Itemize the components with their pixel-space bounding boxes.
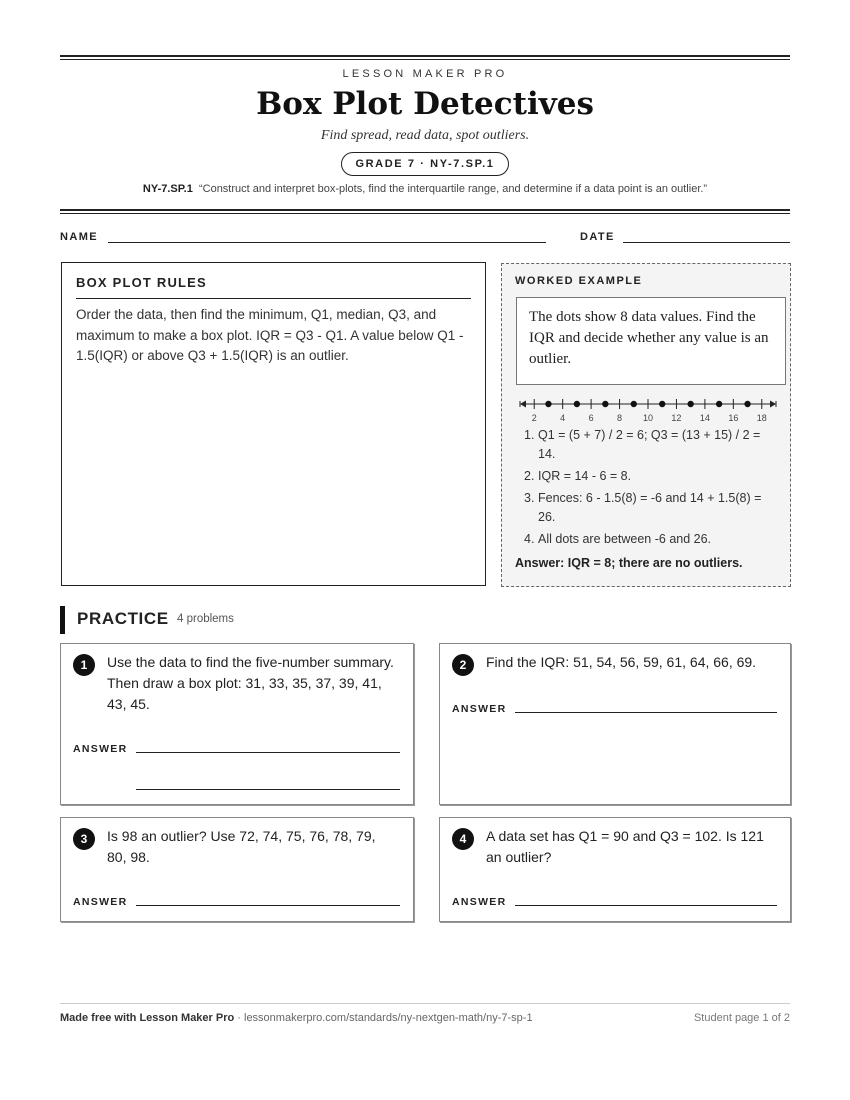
step-item [520, 467, 780, 486]
left-arrow-icon [520, 401, 526, 408]
page-subtitle: Find spread, read data, spot outliers. [320, 128, 530, 143]
problem-card-1 [60, 643, 414, 805]
answer-label: ANSWER [73, 743, 128, 755]
step-text: Q1 = (5 + 7) / 2 = 6; Q3 = (13 + 15) / 2 = 14. [538, 428, 761, 461]
step-number: 2. [524, 469, 535, 483]
data-dot [602, 401, 608, 407]
header-bottom-rule-thin [60, 213, 790, 214]
right-arrow-icon [770, 401, 776, 408]
answer-line[interactable] [515, 712, 777, 713]
footer-url[interactable]: · lessonmakerpro.com/standards/ny-nextgen-math/ny-7-sp-1 [234, 1012, 533, 1024]
answer-line[interactable] [515, 905, 777, 906]
problem-card-2 [439, 643, 791, 805]
answer-line[interactable] [136, 905, 400, 906]
answer-label: ANSWER [452, 896, 507, 908]
rules-box [61, 262, 486, 586]
problem-text: Is 98 an outlier? Use 72, 74, 75, 76, 78, 79, 80, 98. [107, 828, 376, 865]
standard-text: “Construct and interpret box-plots, find the interquartile range, and determine if a data point is an outlier.” [198, 183, 708, 195]
problem-text: Find the IQR: 51, 54, 56, 59, 61, 64, 66, 69. [486, 654, 757, 670]
step-text: Fences: 6 - 1.5(8) = -6 and 14 + 1.5(8) = 26. [538, 491, 762, 524]
header-top-rule-thin [60, 59, 790, 60]
practice-accent-bar [60, 606, 65, 634]
problem-number-badge: 3 [73, 828, 95, 850]
page-title: Box Plot Detectives [256, 86, 594, 122]
practice-title: PRACTICE [77, 609, 169, 628]
footer-credit [60, 1012, 533, 1024]
worked-example-prompt: The dots show 8 data values. Find the IQR and decide whether any value is an outlier. [516, 297, 786, 385]
problem-number-badge: 2 [452, 654, 474, 676]
number-line-tick-label: 14 [699, 413, 710, 423]
date-field[interactable] [623, 242, 790, 243]
problem-number-badge: 1 [73, 654, 95, 676]
rules-divider [76, 298, 471, 299]
rules-title: BOX PLOT RULES [76, 275, 207, 290]
answer-line-1[interactable] [136, 752, 400, 753]
header-top-rule [60, 55, 790, 57]
brand-name: LESSON MAKER PRO [342, 68, 508, 80]
data-dot [545, 401, 551, 407]
problem-text: Use the data to find the five-number summary. Then draw a box plot: 31, 33, 35, 37, 39, 41, 43, 45. [107, 654, 394, 712]
footer-page-number: Student page 1 of 2 [693, 1012, 790, 1024]
worked-example-title: WORKED EXAMPLE [515, 275, 643, 287]
data-dot [716, 401, 722, 407]
number-line-dot-plot [514, 392, 782, 428]
number-line-tick-label: 2 [531, 413, 537, 423]
practice-count: 4 problems [177, 613, 234, 625]
number-line-tick-label: 6 [588, 413, 594, 423]
step-number: 4. [524, 532, 535, 546]
number-line-tick-label: 4 [560, 413, 566, 423]
data-dot [687, 401, 693, 407]
problem-text: A data set has Q1 = 90 and Q3 = 102. Is 121 an outlier? [486, 828, 764, 865]
worked-example-box [501, 263, 791, 587]
step-item [520, 426, 780, 464]
number-line-tick-label: 16 [728, 413, 739, 423]
answer-label: ANSWER [452, 703, 507, 715]
name-label: NAME [60, 231, 98, 243]
date-label: DATE [580, 231, 615, 243]
number-line-tick-label: 8 [617, 413, 623, 423]
standard-code: NY-7.SP.1 [142, 183, 193, 195]
standard-description [0, 183, 850, 195]
step-item [520, 489, 780, 527]
data-dot [574, 401, 580, 407]
rules-text: Order the data, then find the minimum, Q1, median, Q3, and maximum to make a box plot. IQR = Q3 - Q1. A value below Q1 - 1.5(IQR) or above Q3 + 1.5(IQR) is an outlier. [76, 307, 464, 363]
problem-card-3 [60, 817, 414, 922]
step-item [520, 530, 780, 549]
grade-standard-badge: GRADE 7 · NY-7.SP.1 [341, 152, 509, 176]
problem-card-4 [439, 817, 791, 922]
number-line-tick-label: 18 [756, 413, 767, 423]
name-field[interactable] [108, 242, 546, 243]
number-line-tick-label: 12 [671, 413, 682, 423]
worked-example-answer: Answer: IQR = 8; there are no outliers. [515, 556, 743, 570]
data-dot [659, 401, 665, 407]
problem-number-badge: 4 [452, 828, 474, 850]
step-text: IQR = 14 - 6 = 8. [538, 469, 632, 483]
step-number: 1. [524, 428, 535, 442]
answer-line-2[interactable] [136, 789, 400, 790]
data-dot [744, 401, 750, 407]
step-text: All dots are between -6 and 26. [538, 532, 712, 546]
footer-divider [60, 1003, 790, 1004]
data-dot [631, 401, 637, 407]
number-line-tick-label: 10 [642, 413, 654, 423]
step-number: 3. [524, 491, 535, 505]
answer-label: ANSWER [73, 896, 128, 908]
worked-example-steps [520, 426, 780, 552]
footer-made-with: Made free with Lesson Maker Pro [60, 1012, 235, 1024]
header-bottom-rule [60, 209, 790, 211]
